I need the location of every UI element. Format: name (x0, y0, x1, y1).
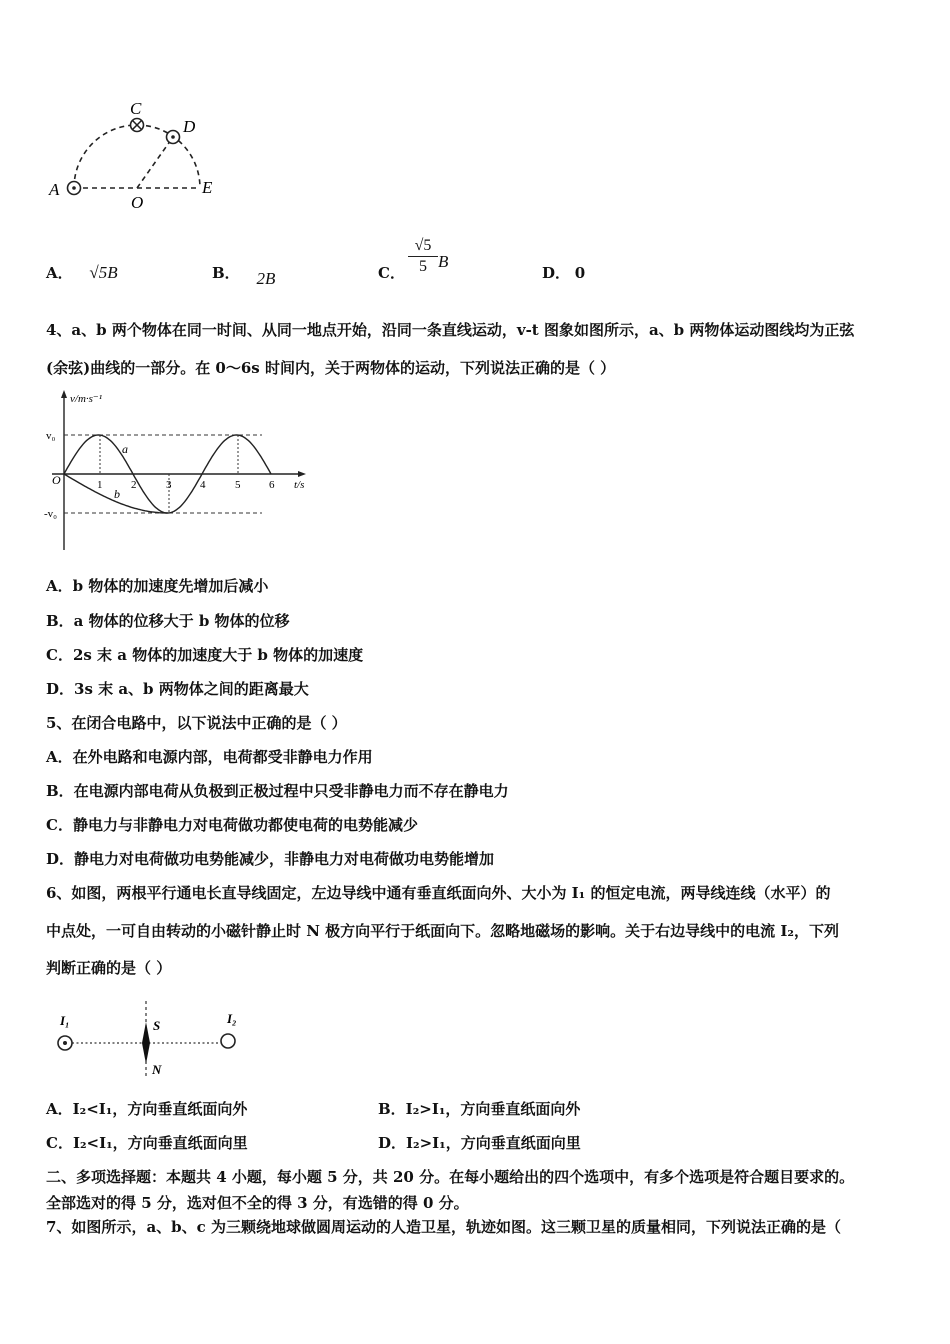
label-e: E (202, 178, 213, 197)
wire-d-out-icon (167, 131, 180, 144)
left-current-label: I₁ (60, 1013, 70, 1028)
q3-option-b[interactable]: B． 2B (212, 264, 276, 288)
q6-figure (50, 998, 250, 1080)
radius-od (137, 137, 173, 188)
q4-stem-line2: (余弦)曲线的一部分。在 0～6s 时间内，关于两物体的运动，下列说法正确的是（ ） (46, 359, 616, 377)
q3-figure (44, 98, 234, 213)
x-tick-6: 6 (269, 479, 275, 491)
q6-stem-line1: 6、如图，两根平行通电长直导线固定，左边导线中通有垂直纸面向外、大小为 I₁ 的恒定电流，两导线连线（水平）的 (46, 884, 831, 902)
q5-stem: 5、在闭合电路中，以下说法中正确的是（ ） (46, 714, 347, 732)
right-current-label: I₂ (227, 1011, 237, 1026)
wire-a-out-icon (68, 182, 81, 195)
q3-option-c-var: B (438, 252, 449, 271)
right-wire-icon (221, 1034, 235, 1048)
q6-option-d[interactable]: D．I₂>I₁，方向垂直纸面向里 (378, 1134, 581, 1152)
q3-option-d-expr: 0 (574, 264, 586, 282)
label-d: D (183, 117, 196, 136)
label-c: C (130, 99, 142, 118)
s-pole-label: S (153, 1018, 161, 1033)
y-axis-arrow (61, 390, 67, 398)
label-a: A (49, 180, 60, 199)
q5-option-c[interactable]: C．静电力与非静电力对电荷做功都使电荷的电势能减少 (46, 816, 418, 834)
q3-option-b-expr: 2B (256, 269, 276, 288)
q4-option-a[interactable]: A．b 物体的加速度先增加后减小 (46, 577, 269, 595)
x-axis-label: t/s (294, 479, 305, 491)
q5-option-d[interactable]: D．静电力对电荷做功电势能减少，非静电力对电荷做功电势能增加 (46, 850, 495, 868)
q4-option-b[interactable]: B．a 物体的位移大于 b 物体的位移 (46, 612, 290, 630)
q7-stem: 7、如图所示，a、b、c 为三颗绕地球做圆周运动的人造卫星，轨迹如图。这三颗卫星的质量相同，下列说法正确的是（ (46, 1218, 842, 1236)
compass-needle-icon (142, 1022, 150, 1064)
q6-stem-line3: 判断正确的是（ ） (46, 959, 172, 977)
origin-label: O (52, 473, 61, 487)
curve-a-label: a (122, 442, 128, 456)
x-axis-arrow (298, 471, 306, 477)
q6-stem-line2: 中点处，一可自由转动的小磁针静止时 N 极方向平行于纸面向下。忽略地磁场的影响。关于右边导线中的电流 I₂，下列 (46, 922, 839, 940)
x-tick-4: 4 (200, 479, 206, 491)
q3-option-d[interactable]: D． 0 (542, 264, 586, 282)
q5-option-a[interactable]: A．在外电路和电源内部，电荷都受非静电力作用 (46, 748, 373, 766)
q5-option-b[interactable]: B．在电源内部电荷从负极到正极过程中只受非静电力而不存在静电力 (46, 782, 509, 800)
label-o: O (131, 193, 144, 212)
q6-option-b[interactable]: B．I₂>I₁，方向垂直纸面向外 (378, 1100, 581, 1118)
q3-option-c-fraction: √5 5 (408, 236, 438, 277)
section2-heading-line1: 二、多项选择题：本题共 4 小题，每小题 5 分，共 20 分。在每小题给出的四个选项中，有多个选项是符合题目要求的。 (46, 1168, 855, 1186)
neg-v0-label: -v₀ (44, 508, 57, 520)
q4-stem-line1: 4、a、b 两个物体在同一时间、从同一地点开始，沿同一条直线运动，v-t 图象如图所示，a、b 两物体运动图线均为正弦 (46, 321, 855, 339)
v0-label: v₀ (46, 430, 56, 442)
semicircle-arc (74, 125, 200, 188)
q4-option-c[interactable]: C．2s 末 a 物体的加速度大于 b 物体的加速度 (46, 646, 364, 664)
q4-option-d[interactable]: D．3s 末 a、b 两物体之间的距离最大 (46, 680, 309, 698)
section2-heading-line2: 全部选对的得 5 分，选对但不全的得 3 分，有选错的得 0 分。 (46, 1194, 469, 1212)
left-wire-out-icon (58, 1036, 72, 1050)
q6-option-a[interactable]: A．I₂<I₁，方向垂直纸面向外 (46, 1100, 248, 1118)
q6-option-c[interactable]: C．I₂<I₁，方向垂直纸面向里 (46, 1134, 248, 1152)
y-axis-label: v/m·s⁻¹ (70, 393, 103, 405)
q3-option-a-expr: √5B (89, 263, 118, 282)
x-tick-2: 2 (131, 479, 137, 491)
q3-option-c[interactable]: C． (378, 264, 405, 282)
x-tick-3: 3 (166, 479, 172, 491)
curve-b-label: b (114, 487, 120, 501)
n-pole-label: N (152, 1062, 162, 1077)
q3-option-a[interactable]: A． √5B (46, 263, 118, 282)
wire-c-in-icon (131, 119, 144, 132)
x-tick-1: 1 (97, 479, 103, 491)
q4-vt-graph (44, 388, 319, 553)
x-tick-5: 5 (235, 479, 241, 491)
